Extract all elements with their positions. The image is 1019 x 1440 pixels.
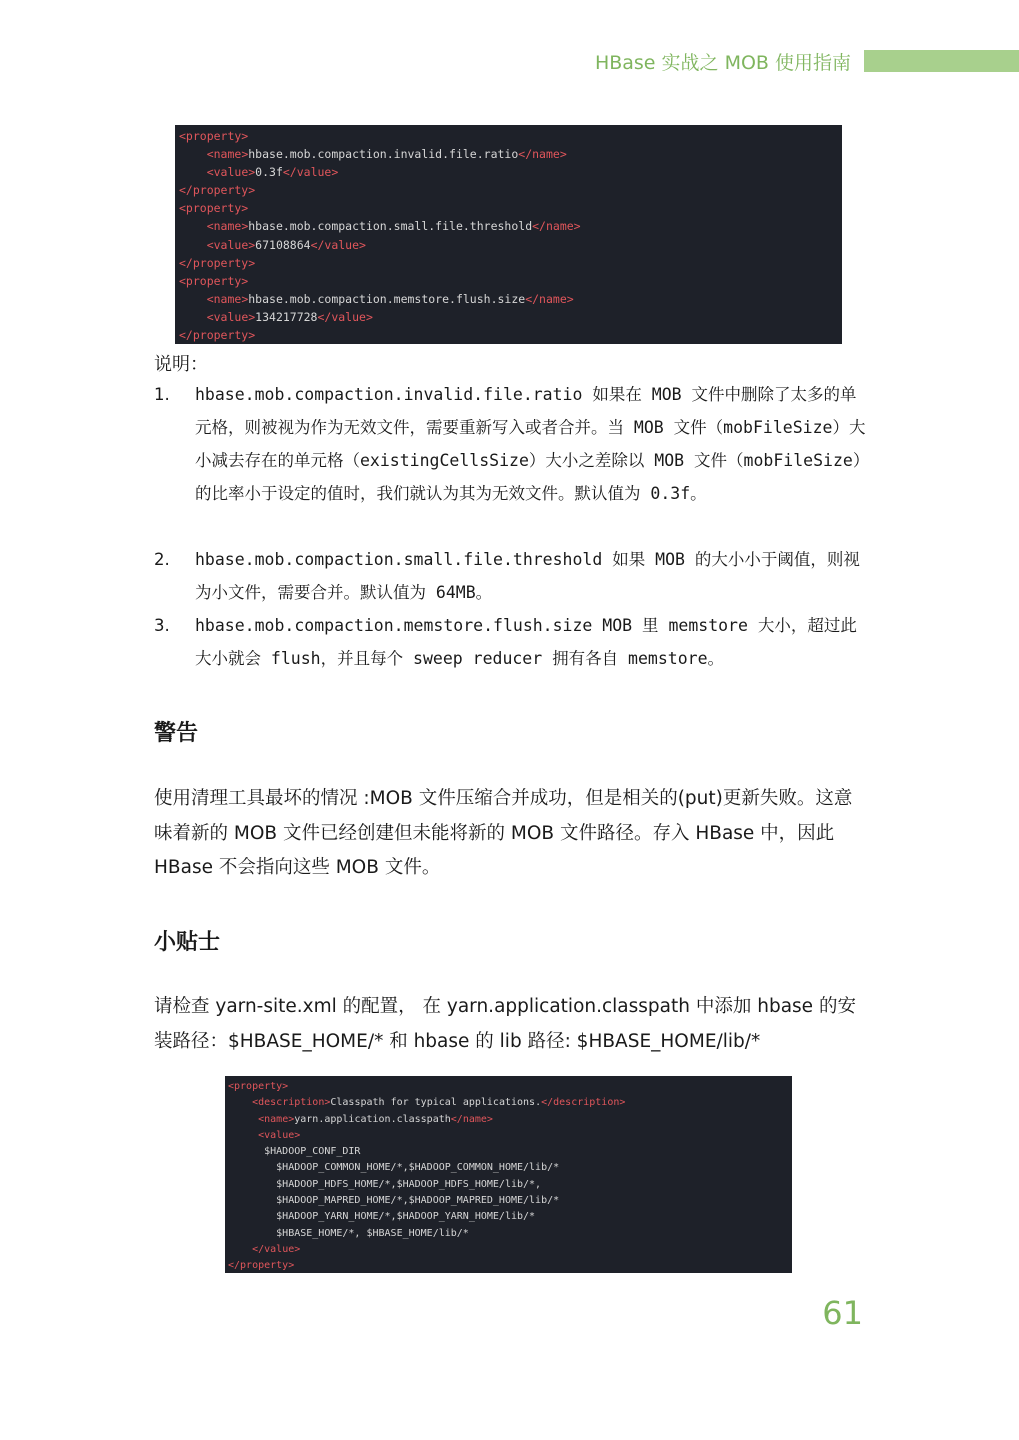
code-tag: <value>: [206, 165, 256, 180]
list-item: [154, 543, 866, 609]
code-tag: </name>: [532, 219, 581, 234]
code-line: [228, 1193, 792, 1209]
code-text: hbase.mob.compaction.invalid.file.ratio: [248, 147, 519, 162]
code-text: $HBASE_HOME/*, $HBASE_HOME/lib/*: [228, 1227, 469, 1239]
code-text: [179, 147, 207, 161]
code-tag: <name>: [206, 219, 249, 234]
code-text: [228, 1097, 252, 1108]
code-tag: <name>: [206, 147, 249, 162]
code-tag: <property>: [179, 273, 249, 288]
code-text: yarn.application.classpath: [294, 1113, 451, 1125]
code-block-mob-config: [175, 125, 842, 344]
code-line: [179, 163, 842, 181]
code-tag: </value>: [310, 237, 366, 252]
code-text: [179, 165, 207, 179]
code-text: $HADOOP_CONF_DIR: [228, 1146, 361, 1158]
tip-heading: 小贴士: [154, 930, 221, 955]
header-title: HBase 实战之 MOB 使用指南: [594, 52, 851, 74]
code-text: [179, 292, 207, 306]
code-text: 0.3f: [255, 165, 283, 180]
warning-text: 使用清理工具最坏的情况 :MOB 文件压缩合并成功，但是相关的(put)更新失败。这意味着新的 MOB 文件已经创建但未能将新的 MOB 文件路径。存入 HBase 中，因此 HBase 不会指向这些 MOB 文件。: [154, 788, 853, 878]
code-line: [179, 181, 842, 199]
page-number: 61: [822, 1294, 863, 1332]
code-line: [228, 1160, 792, 1176]
code-line: [179, 272, 842, 290]
code-text: [179, 238, 207, 252]
code-tag: </value>: [282, 165, 339, 180]
code-line: [228, 1177, 792, 1193]
code-line: [179, 236, 842, 254]
list-item: [154, 609, 866, 675]
code-text: Classpath for typical applications.: [330, 1097, 542, 1109]
code-tag: </name>: [518, 147, 567, 162]
header-accent-bar: [864, 50, 1019, 72]
list-item-text: hbase.mob.compaction.memstore.flush.size MOB 里 memstore 大小，超过此大小就会 flush，并且每个 sweep reducer 拥有各自 memstore。: [195, 616, 857, 668]
note-label: 说明：: [154, 354, 208, 375]
list-item-text: hbase.mob.compaction.invalid.file.ratio 如果在 MOB 文件中删除了太多的单元格，则被视为作为无效文件，需要重新写入或者合并。当 MOB 文件（mobFileSize）大小减去存在的单元格（existingCellsSize）大小之差除以 MOB 文件（mobFileSize）的比率小于设定的值时，我们就认为其为无效文件。默认值为 0.3f。: [195, 385, 866, 503]
list-item-text: hbase.mob.compaction.small.file.threshold 如果 MOB 的大小小于阈值，则视为小文件，需要合并。默认值为 64MB。: [195, 550, 860, 602]
code-line: [228, 1209, 792, 1225]
code-tag: <property>: [179, 129, 249, 143]
code-text: [179, 219, 207, 233]
code-text: $HADOOP_MAPRED_HOME/*,$HADOOP_MAPRED_HOME/lib/*: [228, 1195, 560, 1207]
code-line: [179, 127, 842, 145]
code-line: [228, 1226, 792, 1242]
code-tag: <description>: [252, 1097, 331, 1109]
warning-heading: 警告: [154, 721, 199, 746]
code-text: $HADOOP_HDFS_HOME/*,$HADOOP_HDFS_HOME/lib/*,: [228, 1178, 542, 1190]
code-text: hbase.mob.compaction.memstore.flush.size: [248, 291, 526, 306]
code-line: [228, 1128, 792, 1144]
code-tag: </description>: [541, 1097, 626, 1109]
code-text: 67108864: [255, 237, 311, 252]
code-text: [228, 1130, 258, 1141]
list-item-number: 1.: [154, 385, 170, 404]
code-line: [228, 1242, 792, 1258]
code-text: [179, 310, 207, 324]
code-line: [179, 308, 842, 326]
code-tag: <property>: [179, 201, 249, 216]
code-text: [228, 1244, 252, 1255]
code-line: [228, 1144, 792, 1160]
code-tag: </value>: [252, 1243, 301, 1255]
code-text: $HADOOP_YARN_HOME/*,$HADOOP_YARN_HOME/lib/*: [228, 1211, 536, 1223]
list-item-number: 3.: [154, 616, 170, 635]
code-line: [228, 1095, 792, 1111]
code-tag: </property>: [228, 1260, 295, 1272]
code-tag: <value>: [206, 309, 256, 324]
code-line: [228, 1079, 792, 1095]
code-tag: </property>: [179, 328, 256, 343]
code-line: [228, 1258, 792, 1273]
code-tag: <property>: [228, 1081, 289, 1092]
code-tag: </name>: [450, 1113, 493, 1125]
code-line: [179, 326, 842, 344]
code-text: $HADOOP_COMMON_HOME/*,$HADOOP_COMMON_HOME/lib/*: [228, 1162, 560, 1174]
notes-list: [154, 378, 866, 675]
code-line: [179, 145, 842, 163]
code-line: [179, 290, 842, 308]
code-line: [179, 199, 842, 217]
code-text: 134217728: [255, 309, 318, 324]
code-block-yarn-classpath: [225, 1076, 792, 1273]
code-line: [228, 1112, 792, 1128]
list-item: [154, 378, 866, 543]
code-tag: <name>: [206, 291, 249, 306]
code-tag: <value>: [206, 237, 256, 252]
code-tag: </property>: [179, 255, 256, 270]
code-line: [179, 217, 842, 235]
code-tag: <name>: [258, 1113, 295, 1125]
code-tag: </value>: [317, 309, 373, 324]
code-text: hbase.mob.compaction.small.file.threshold: [248, 219, 533, 234]
list-item-number: 2.: [154, 550, 170, 569]
code-tag: <value>: [258, 1129, 301, 1141]
code-tag: </property>: [179, 183, 256, 198]
code-line: [179, 254, 842, 272]
code-tag: </name>: [525, 291, 574, 306]
tip-text: 请检查 yarn-site.xml 的配置， 在 yarn.application.classpath 中添加 hbase 的安装路径：$HBASE_HOME/* 和 hbase 的 lib 路径: $HBASE_HOME/lib/*: [154, 996, 856, 1052]
code-text: [228, 1114, 258, 1125]
